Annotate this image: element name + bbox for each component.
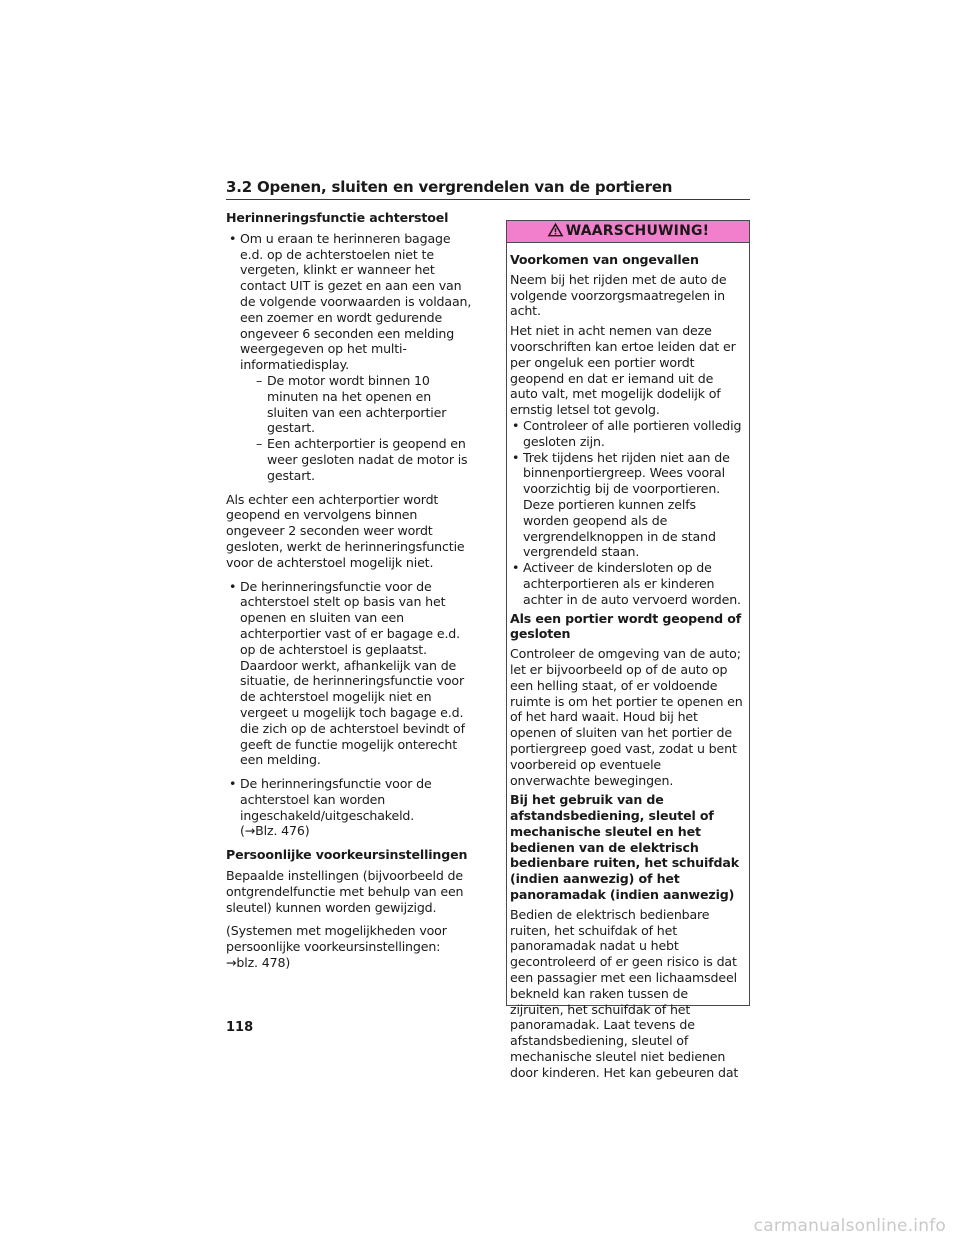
warning-paragraph: Bedien de elektrisch bedienbare ruiten, het schuifdak of het panoramadak nadat u hebt gecontroleerd of er geen risico is dat een passagier met een lichaamsdeel bekneld kan raken tussen de zijruiten, het schuifdak of het panoramadak. Laat tevens de afstandsbediening, sleutel of mechanische sleutel niet bedienen door kinderen. Het kan gebeuren dat [510,906,739,1080]
dash-item-door-opened: – Een achterportier is geopend en weer gesloten nadat de motor is gestart. [240,436,474,483]
warning-body [507,243,749,1081]
section-title: 3.2 Openen, sluiten en vergrendelen van de portieren [226,178,673,196]
paragraph-settings: Bepaalde instellingen (bijvoorbeeld de ontgrendelfunctie met behulp van een sleutel) kunnen worden gewijzigd. [226,868,464,915]
warning-heading-remote-key: Bij het gebruik van de afstandsbediening, sleutel of mechanische sleutel en het bedienen van de elektrisch bedienbare ruiten, het schuifdak (indien aanwezig) of het panoramadak (indien aanwezig) [510,792,739,903]
paragraph-settings-systems: (Systemen met mogelijkheden voor persoonlijke voorkeursinstellingen: →blz. 478) [226,923,447,971]
bullet-text: De herinneringsfunctie voor de achterstoel kan worden ingeschakeld/uitgeschakeld. [240,776,432,823]
warning-heading-prevent-accidents: Voorkomen van ongevallen [510,252,699,267]
paragraph-quick-close: Als echter een achterportier wordt geopend en vervolgens binnen ongeveer 2 seconden weer wordt gesloten, werkt de herinneringsfunctie voor de achterstoel mogelijk niet. [226,491,465,570]
warning-box [506,220,750,1080]
warning-header [507,221,749,243]
bullet-text: Om u eraan te herinneren bagage e.d. op de achterstoelen niet te vergeten, klinkt er wanneer het contact UIT is gezet en aan een van de volgende voorwaarden is voldaan, een zoemer en wordt gedurende ongeveer 6 seconden een melding weergegeven op het multi-informatiedisplay. [240,230,472,373]
dash-item-engine-started: – De motor wordt binnen 10 minuten na het openen en sluiten van een achterportier gestart. [240,373,474,436]
bullet-reminder-limitations: • De herinneringsfunctie voor de achterstoel stelt op basis van het openen en sluiten van een achterportier vast of er bagage e.d. op de achterstoel is geplaatst. Daardoor werkt, afhankelijk van de situatie, de herinneringsfunctie voor de achterstoel mogelijk niet en vergeet u mogelijk toch bagage e.d. die zich op de achterstoel bevindt of geeft de functie mogelijk onterecht een melding. [226,579,474,769]
bullet-reminder-toggle [226,776,474,839]
warning-heading-door-open-close: Als een portier wordt geopend of gesloten [510,610,742,642]
warning-triangle-icon [547,222,564,237]
page-number: 118 [226,1020,254,1035]
warning-title: WAARSCHUWING! [565,223,710,239]
warning-paragraph: Controleer de omgeving van de auto; let er bijvoorbeeld op of de auto op een helling staat, of er voldoende ruimte is om het portier te openen en of het hard waait. Houd bij het openen of sluiten van het portier de portiergreep goed vast, zodat u bent voorbereid op eventuele onverwachte bewegingen. [510,646,743,788]
section-header [226,177,750,200]
page-reference-link[interactable]: →blz. 478) [226,955,291,971]
warning-bullet: • Controleer of alle portieren volledig gesloten zijn. [510,418,743,450]
warning-bullet: • Trek tijdens het rijden niet aan de binnenportiergreep. Wees vooral voorzichtig bij de voorportieren. Deze portieren kunnen zelfs worden geopend als de vergrendelknoppen in de stand vergrendeld staan. [510,450,743,561]
left-column [226,210,474,979]
warning-paragraph: Neem bij het rijden met de auto de volgende voorzorgsmaatregelen in acht. [510,271,727,319]
heading-personal-settings: Persoonlijke voorkeursinstellingen [226,847,468,863]
heading-rear-seat-reminder: Herinneringsfunctie achterstoel [226,210,449,225]
page-reference-link[interactable]: (→Blz. 476) [240,823,310,839]
watermark: carmanualsonline.info [753,1216,946,1236]
bullet-reminder-intro [226,231,474,484]
warning-bullet: • Activeer de kindersloten op de achterportieren als er kinderen achter in de auto vervoerd worden. [510,560,743,607]
warning-paragraph: Het niet in acht nemen van deze voorschriften kan ertoe leiden dat er per ongeluk een portier wordt geopend en dat er iemand uit de auto valt, met mogelijk dodelijk of ernstig letsel tot gevolg. [510,323,736,418]
